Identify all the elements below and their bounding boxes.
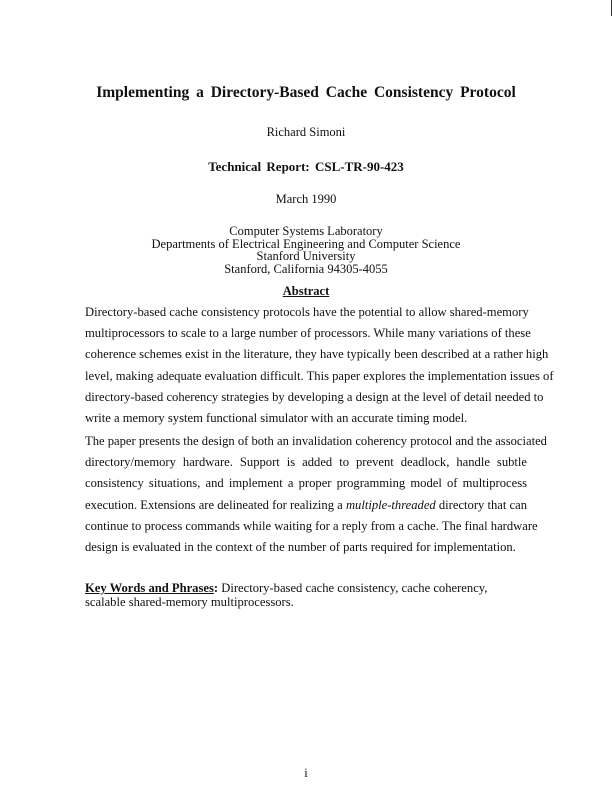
affiliation-line: Computer Systems Laboratory	[229, 224, 383, 238]
text-line	[85, 495, 527, 516]
affiliation-line: Stanford University	[256, 249, 356, 263]
text-line: write a memory system functional simulator with an accurate timing model.	[85, 410, 468, 425]
text-line: directory/memory hardware. Support is added to prevent deadlock, handle subtle	[85, 455, 527, 470]
date: March 1990	[275, 192, 337, 206]
abstract-heading: Abstract	[282, 284, 330, 298]
keywords	[85, 582, 530, 609]
text-line: directory-based coherency strategies by developing a design at the level of detail needed to	[85, 389, 544, 404]
text-segment: directory that can	[435, 497, 528, 512]
emphasis: multiple-threaded	[345, 497, 436, 512]
page-number: i	[304, 766, 308, 780]
keywords-colon: :	[213, 581, 219, 595]
keywords-text: Directory-based cache consistency, cache coherency, scalable shared-memory multiprocessors.	[85, 581, 488, 609]
report-number: Technical Report: CSL-TR-90-423	[208, 159, 404, 174]
author: Richard Simoni	[266, 125, 346, 139]
text-line: coherence schemes exist in the literature, they have typically been described at a rather high	[85, 347, 549, 362]
text-segment: execution. Extensions are delineated for realizing a	[85, 497, 346, 512]
text-line: design is evaluated in the context of the number of parts required for implementation.	[85, 539, 516, 554]
affiliation	[0, 225, 612, 275]
text-line: The paper presents the design of both an invalidation coherency protocol and the associated	[85, 434, 547, 448]
affiliation-line: Stanford, California 94305-4055	[224, 261, 388, 276]
text-line: multiprocessors to scale to a large number of processors. While many variations of these	[85, 326, 531, 341]
text-line: Directory-based cache consistency protocols have the potential to allow shared-memory	[85, 305, 529, 319]
abstract-paragraph-1	[85, 302, 554, 429]
paper-title: Implementing a Directory-Based Cache Consistency Protocol	[96, 84, 516, 101]
text-line: continue to process commands while waiting for a reply from a cache. The final hardware	[85, 518, 538, 533]
text-line: level, making adequate evaluation difficult. This paper explores the implementation issues of	[85, 368, 554, 383]
affiliation-line: Departments of Electrical Engineering and Computer Science	[151, 236, 461, 251]
abstract-paragraph-2	[85, 431, 547, 558]
keywords-label: Key Words and Phrases	[85, 581, 214, 595]
text-line: consistency situations, and implement a proper programming model of multiprocess	[85, 476, 527, 491]
